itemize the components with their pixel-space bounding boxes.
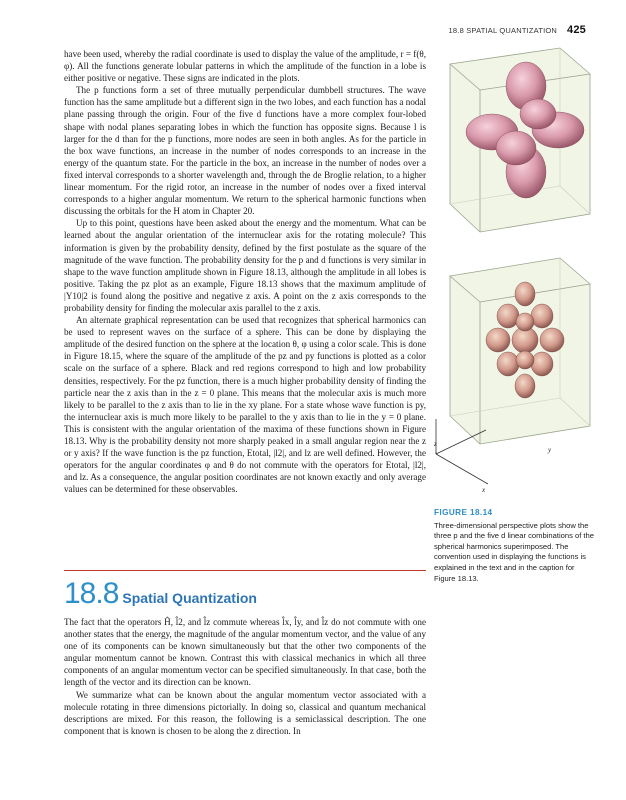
section-number: 18.8 [64,577,119,610]
figure-plots [430,44,600,504]
axis-label-z: z [434,440,437,448]
paragraph: have been used, whereby the radial coordinate is used to display the value of the amplitude, r = f(θ, φ). All the functions generate lobular patterns in which the amplitude of the function in a lobe is either positive or negative. These signs are indicated in the plots. [64,49,426,84]
d-functions-plot [450,258,590,444]
section-title: Spatial Quantization [122,590,257,606]
section-rule [64,570,426,571]
p-functions-plot [450,48,590,232]
figure-caption-text: Three-dimensional perspective plots show the three p and the five d linear combinations of the spherical harmonics superimposed. The convention used in displaying the functions is explained in the text and in the caption for Figure 18.13. [434,520,594,583]
main-text-column [64,48,426,495]
axis-label-y: y [548,446,552,454]
running-head [449,24,586,36]
page-number: 425 [567,24,586,36]
figure-18-14 [430,44,600,504]
paragraph: Up to this point, questions have been asked about the energy and the momentum. What can be learned about the angular orientation of the internuclear axis for the rotating molecule? This information is given by the probability density, defined by the first postulate as the square of the magnitude of the wave function. The probability density for the p and d functions is very similar in shape to the wave function amplitude shown in Figure 18.13, although the amplitude in all lobes is positive. Taking the pz plot as an example, Figure 18.13 shows that the maximum amplitude of |Y10|2 is found along the positive and negative z axis. A point on the z axis corresponds to the probability density for finding the molecular axis parallel to the z axis. [64,218,426,313]
paragraph: An alternate graphical representation can be used that recognizes that spherical harmonics can be used to represent waves on the surface of a sphere. This can be done by displaying the amplitude of the desired function on the sphere at the location θ, φ using a color scale. This is done in Figure 18.15, where the square of the amplitude of the pz and py functions is plotted as a color scale on the surface of a sphere. Black and red regions correspond to high and low probability densities, respectively. For the pz function, there is a much higher probability density of finding the particle near the z axis than in the z = 0 plane. This means that the molecular axis is much more likely to be parallel to the z axis than to lie in the xy plane. For a state whose wave function is py, the internuclear axis is much more likely to be parallel to the y axis than to lie in the y = 0 plane. This is consistent with the angular orientation of the maxima of these functions shown in Figure 18.13. Why is the probability density not more sharply peaked in a small angular region near the z or y axis? If the wave function is the pz function, Etotal, |l2|, and lz are well defined. However, the operators for the angular coordinates φ and θ do not commute with the operators for Etotal, |l2|, and lz. As a consequence, the angular position coordinates are not known exactly and only average values can be determined for these observables. [64,315,426,495]
paragraph: The fact that the operators Ĥ, l̂2, and l̂z commute whereas l̂x, l̂y, and l̂z do not commute with one another states that the energy, the magnitude of the angular momentum vector, and the value of any one of its components can be known simultaneously but that the other two components of the angular momentum cannot be known. Contrast this with classical mechanics in which all three components of an angular momentum vector can be specified simultaneously. In that case, both the length of the vector and its direction can be known. [64,617,426,688]
paragraph: We summarize what can be known about the angular momentum vector associated with a molecule rotating in three dimensions pictorially. In doing so, classical and quantum mechanical descriptions are mixed. For this reason, the following is a semiclassical description. The one component that is known is chosen to be along the z direction. In [64,689,426,736]
section-text-column [64,616,426,737]
figure-caption [434,508,594,584]
paragraph: The p functions form a set of three mutually perpendicular dumbbell structures. The wave function has the same amplitude but a different sign in the two lobes, and each function has a nodal plane passing through the origin. Four of the five d functions have a more complex four-lobed shape with nodal planes separating lobes in which the function has opposite signs. Because l is larger for the d than for the p functions, more nodes are seen in both angles. As for the particle in the box wave functions, an increase in the number of nodes corresponds to an increase in the energy of the quantum state. For the particle in the box, an increase in the number of nodes over a fixed interval corresponds to a shorter wavelength and, through the de Broglie relation, to a higher linear momentum. For the rigid rotor, an increase in the number of nodes over a fixed interval corresponds to a higher angular momentum. We return to the spherical harmonic functions when discussing the orbitals for the H atom in Chapter 20. [64,85,426,217]
running-head-section: 18.8 SPATIAL QUANTIZATION [448,26,558,35]
figure-label: FIGURE 18.14 [434,508,493,517]
section-heading [64,570,426,611]
axis-label-x: x [482,486,486,494]
